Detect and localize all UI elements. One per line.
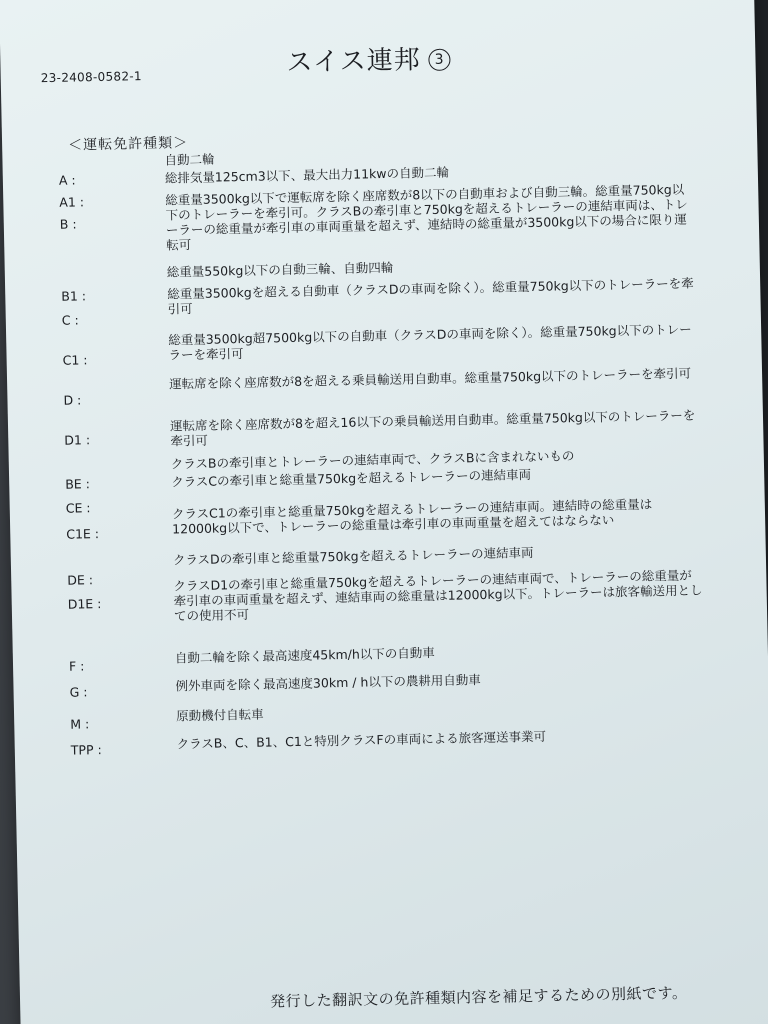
document-title: スイス連邦: [286, 45, 421, 79]
license-description: 総排気量125cm3以下、最大出力11kwの自動二輪: [164, 164, 450, 186]
license-row: [14, 696, 754, 732]
license-row: [7, 364, 747, 408]
license-code: C1 :: [62, 352, 88, 368]
license-code: C :: [61, 312, 79, 328]
license-code: CE :: [65, 500, 91, 516]
license-description: クラスBの牽引車とトレーラーの連結車両で、クラスBに含まれないもの: [170, 448, 575, 472]
license-code: F :: [68, 658, 85, 674]
license-description: クラスDの牽引車と総重量750kgを超えるトレーラーの連結車両: [172, 544, 534, 568]
license-description: 総重量3500kgを超える自動車（クラスDの車両を除く）。総重量750kg以下のトレーラーを牽引可: [167, 275, 694, 317]
license-row: [13, 638, 753, 674]
license-code: D1E :: [67, 596, 102, 612]
license-description: クラスB、C、B1、C1と特別クラスFの車両による旅客運送事業可: [176, 728, 547, 752]
license-row: [5, 274, 745, 317]
license-description: クラスCの牽引車と総重量750kgを超えるトレーラーの連結車両: [171, 466, 532, 490]
license-description: 自動二輪: [164, 151, 215, 168]
section-heading: ＜運転免許種類＞: [67, 135, 189, 154]
license-code: C1E :: [66, 526, 100, 542]
license-code: M :: [70, 716, 90, 732]
license-code: A :: [58, 172, 76, 188]
license-code: A1 :: [59, 194, 85, 210]
license-description: クラスD1の牽引車と総重量750kgを超えるトレーラーの連結車両で、トレーラーの総重量が牽引車の車両重量を超えず、連結車両の総重量は12000kg以下。トレーラーは旅客輸送用としての使用不可: [173, 567, 703, 624]
license-row: [11, 540, 751, 568]
license-description: 総重量3500kg以下で運転席を除く座席数が8以下の自動車および自動三輪。総重量750kg以下のトレーラーを牽引可。クラスBの牽引車と750kgを超えるトレーラーの連結車両は、トレーラーの総重量が牽引車の車両重量を超えず、連結時の総重量が3500kg以下の場合に限り運転可: [165, 181, 688, 253]
document-id: 23-2408-0582-1: [40, 69, 143, 86]
license-row: [9, 444, 749, 472]
document-title-block: [286, 39, 451, 79]
license-row: [8, 406, 748, 449]
license-row: [5, 252, 745, 280]
license-code: D1 :: [64, 432, 91, 448]
license-code: TPP :: [70, 742, 102, 758]
license-row: [13, 666, 753, 700]
license-description: 運転席を除く座席数が8を超え16以下の乗員輸送用自動車。総重量750kg以下のトレーラーを牽引可: [169, 407, 696, 449]
license-row: [3, 180, 743, 253]
license-row: [6, 320, 746, 368]
license-description: 総重量550kg以下の自動三輪、自動四輪: [166, 259, 394, 280]
license-description: 運転席を除く座席数が8を超える乗員輸送用自動車。総重量750kg以下のトレーラーを牽引可: [169, 365, 692, 392]
license-description: 例外車両を除く最高速度30km / h以下の農耕用自動車: [175, 672, 481, 694]
license-row: [15, 724, 755, 758]
license-code: BE :: [65, 476, 91, 492]
page-number-circle: 3: [428, 49, 450, 71]
footer-note: 発行した翻訳文の免許種類内容を補足するための別紙です。: [269, 983, 688, 1011]
license-code: DE :: [67, 572, 94, 588]
license-code: B1 :: [61, 288, 87, 304]
license-code: B :: [59, 216, 77, 232]
license-description: クラスC1の牽引車と総重量750kgを超えるトレーラーの連結車両。連結時の総重量は12000kg以下で、トレーラーの総重量は牽引車の車両重量を超えてはならない: [171, 496, 653, 537]
license-code: G :: [69, 684, 88, 700]
license-description: 総重量3500kg超7500kg以下の自動車（クラスDの車両を除く）。総重量750kg以下のトレーラーを牽引可: [168, 321, 692, 363]
license-description: 原動機付自転車: [175, 706, 264, 724]
license-description: 自動二輪を除く最高速度45km/h以下の自動車: [174, 645, 435, 666]
license-code: D :: [63, 392, 82, 408]
